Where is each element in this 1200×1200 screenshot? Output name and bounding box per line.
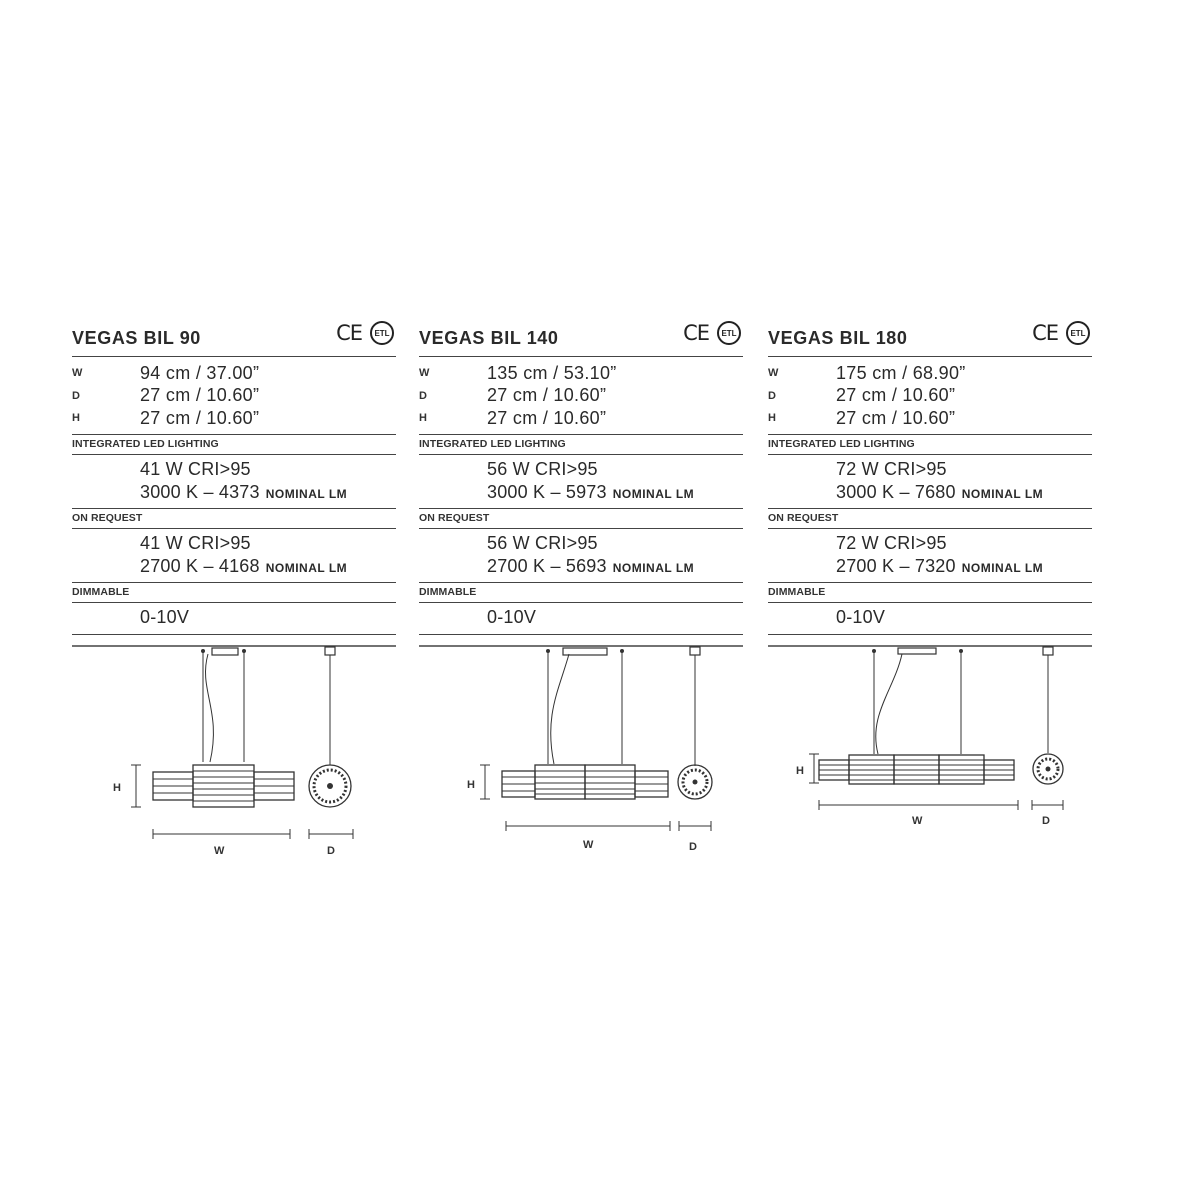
integrated-lighting-section bbox=[419, 455, 743, 509]
nominal-lm-label: NOMINAL LM bbox=[265, 486, 348, 501]
dimension-value: 94 cm / 37.00” bbox=[140, 362, 260, 383]
dimension-row-h bbox=[419, 407, 743, 430]
spec-panel-vegas-bil-90 bbox=[72, 318, 396, 635]
power-value: 41 W CRI>95 bbox=[140, 458, 251, 479]
lamp-front-view bbox=[819, 755, 1014, 784]
section-label-on-request: ON REQUEST bbox=[419, 509, 743, 529]
lamp-side-view bbox=[678, 647, 712, 799]
ce-mark-icon: CE bbox=[336, 321, 362, 345]
dimension-value: 135 cm / 53.10” bbox=[487, 362, 617, 383]
lamp-side-view bbox=[309, 647, 351, 807]
height-dimension bbox=[467, 765, 490, 799]
height-dimension-label: H bbox=[796, 765, 804, 777]
dimension-label: W bbox=[72, 367, 83, 380]
temperature-lumen-line bbox=[140, 481, 396, 504]
width-dimension-label: W bbox=[583, 839, 594, 851]
dimension-label: H bbox=[72, 412, 80, 425]
dimmable-section bbox=[419, 603, 743, 635]
depth-dimension-label: D bbox=[1042, 815, 1050, 827]
dimension-row-w bbox=[72, 362, 396, 385]
dimension-value: 175 cm / 68.90” bbox=[836, 362, 966, 383]
power-value: 41 W CRI>95 bbox=[140, 532, 251, 553]
integrated-lighting-section bbox=[768, 455, 1092, 509]
width-dimension bbox=[153, 829, 290, 857]
section-label-integrated: INTEGRATED LED LIGHTING bbox=[419, 435, 743, 455]
ceiling-canopy bbox=[546, 648, 624, 655]
height-dimension bbox=[796, 754, 819, 783]
certification-marks bbox=[1032, 318, 1090, 348]
suspension-cables bbox=[203, 652, 244, 762]
ce-mark-icon: CE bbox=[1032, 321, 1058, 345]
dimension-row-w bbox=[419, 362, 743, 385]
dimensions-block bbox=[768, 357, 1092, 435]
temperature-value: 3000 K – 5973 bbox=[487, 481, 607, 502]
certification-marks bbox=[336, 318, 394, 348]
temperature-lumen-line bbox=[836, 481, 1092, 504]
nominal-lm-label: NOMINAL LM bbox=[612, 560, 695, 575]
dimension-label: H bbox=[419, 412, 427, 425]
ce-mark-icon: CE bbox=[683, 321, 709, 345]
dimmable-section bbox=[72, 603, 396, 635]
dimmable-value: 0-10V bbox=[836, 606, 886, 627]
dimension-row-h bbox=[72, 407, 396, 430]
lamp-front-view bbox=[502, 765, 668, 799]
width-dimension-label: W bbox=[912, 815, 923, 827]
dimension-label: D bbox=[419, 389, 427, 402]
dimmable-section bbox=[768, 603, 1092, 635]
product-title: VEGAS BIL 90 bbox=[72, 328, 201, 348]
ceiling-canopy bbox=[872, 648, 963, 654]
depth-dimension bbox=[1032, 800, 1063, 827]
power-value: 56 W CRI>95 bbox=[487, 532, 598, 553]
dimensions-block bbox=[419, 357, 743, 435]
depth-dimension bbox=[309, 829, 353, 857]
panel-header bbox=[768, 318, 1092, 357]
technical-drawing-vegas-bil-180 bbox=[768, 640, 1092, 870]
dimension-label: W bbox=[768, 367, 779, 380]
depth-dimension bbox=[679, 821, 711, 853]
nominal-lm-label: NOMINAL LM bbox=[961, 486, 1044, 501]
dimension-value: 27 cm / 10.60” bbox=[140, 385, 260, 406]
power-value: 56 W CRI>95 bbox=[487, 458, 598, 479]
dimension-row-d bbox=[419, 385, 743, 408]
power-value: 72 W CRI>95 bbox=[836, 532, 947, 553]
section-label-on-request: ON REQUEST bbox=[768, 509, 1092, 529]
dimension-value: 27 cm / 10.60” bbox=[836, 385, 956, 406]
dimension-label: D bbox=[72, 389, 80, 402]
etl-mark-icon: ETL bbox=[717, 321, 741, 345]
temperature-lumen-line bbox=[487, 555, 743, 578]
dimension-row-d bbox=[72, 385, 396, 408]
nominal-lm-label: NOMINAL LM bbox=[961, 560, 1044, 575]
dimension-value: 27 cm / 10.60” bbox=[487, 385, 607, 406]
temperature-value: 2700 K – 7320 bbox=[836, 555, 956, 576]
section-label-dimmable: DIMMABLE bbox=[72, 583, 396, 603]
spec-panel-vegas-bil-140 bbox=[419, 318, 743, 635]
lamp-front-view bbox=[153, 765, 294, 807]
temperature-value: 2700 K – 4168 bbox=[140, 555, 260, 576]
dimension-label: H bbox=[768, 412, 776, 425]
temperature-lumen-line bbox=[140, 555, 396, 578]
suspension-cables bbox=[548, 652, 622, 764]
height-dimension-label: H bbox=[113, 782, 121, 794]
temperature-value: 3000 K – 7680 bbox=[836, 481, 956, 502]
temperature-value: 2700 K – 5693 bbox=[487, 555, 607, 576]
dimmable-value: 0-10V bbox=[140, 606, 190, 627]
width-dimension bbox=[819, 800, 1018, 827]
dimension-label: W bbox=[419, 367, 430, 380]
dimension-value: 27 cm / 10.60” bbox=[836, 407, 956, 428]
height-dimension bbox=[113, 765, 141, 807]
nominal-lm-label: NOMINAL LM bbox=[265, 560, 348, 575]
depth-dimension-label: D bbox=[689, 841, 697, 853]
technical-drawing-vegas-bil-140 bbox=[419, 640, 743, 870]
panel-header bbox=[72, 318, 396, 357]
on-request-section bbox=[419, 529, 743, 583]
dimension-row-d bbox=[768, 385, 1092, 408]
height-dimension-label: H bbox=[467, 779, 475, 791]
section-label-dimmable: DIMMABLE bbox=[419, 583, 743, 603]
product-title: VEGAS BIL 180 bbox=[768, 328, 908, 348]
nominal-lm-label: NOMINAL LM bbox=[612, 486, 695, 501]
dimensions-block bbox=[72, 357, 396, 435]
product-title: VEGAS BIL 140 bbox=[419, 328, 559, 348]
spec-panel-vegas-bil-180 bbox=[768, 318, 1092, 635]
dimmable-value: 0-10V bbox=[487, 606, 537, 627]
technical-drawing-vegas-bil-90 bbox=[72, 640, 396, 870]
temperature-lumen-line bbox=[836, 555, 1092, 578]
panel-header bbox=[419, 318, 743, 357]
suspension-cables bbox=[874, 652, 961, 754]
width-dimension-label: W bbox=[214, 845, 225, 857]
depth-dimension-label: D bbox=[327, 845, 335, 857]
section-label-dimmable: DIMMABLE bbox=[768, 583, 1092, 603]
dimension-row-w bbox=[768, 362, 1092, 385]
on-request-section bbox=[72, 529, 396, 583]
dimension-value: 27 cm / 10.60” bbox=[487, 407, 607, 428]
etl-mark-icon: ETL bbox=[370, 321, 394, 345]
on-request-section bbox=[768, 529, 1092, 583]
temperature-lumen-line bbox=[487, 481, 743, 504]
etl-mark-icon: ETL bbox=[1066, 321, 1090, 345]
section-label-integrated: INTEGRATED LED LIGHTING bbox=[72, 435, 396, 455]
power-value: 72 W CRI>95 bbox=[836, 458, 947, 479]
dimension-value: 27 cm / 10.60” bbox=[140, 407, 260, 428]
temperature-value: 3000 K – 4373 bbox=[140, 481, 260, 502]
width-dimension bbox=[506, 821, 670, 851]
section-label-integrated: INTEGRATED LED LIGHTING bbox=[768, 435, 1092, 455]
lamp-side-view bbox=[1033, 647, 1063, 784]
dimension-row-h bbox=[768, 407, 1092, 430]
dimension-label: D bbox=[768, 389, 776, 402]
certification-marks bbox=[683, 318, 741, 348]
section-label-on-request: ON REQUEST bbox=[72, 509, 396, 529]
integrated-lighting-section bbox=[72, 455, 396, 509]
